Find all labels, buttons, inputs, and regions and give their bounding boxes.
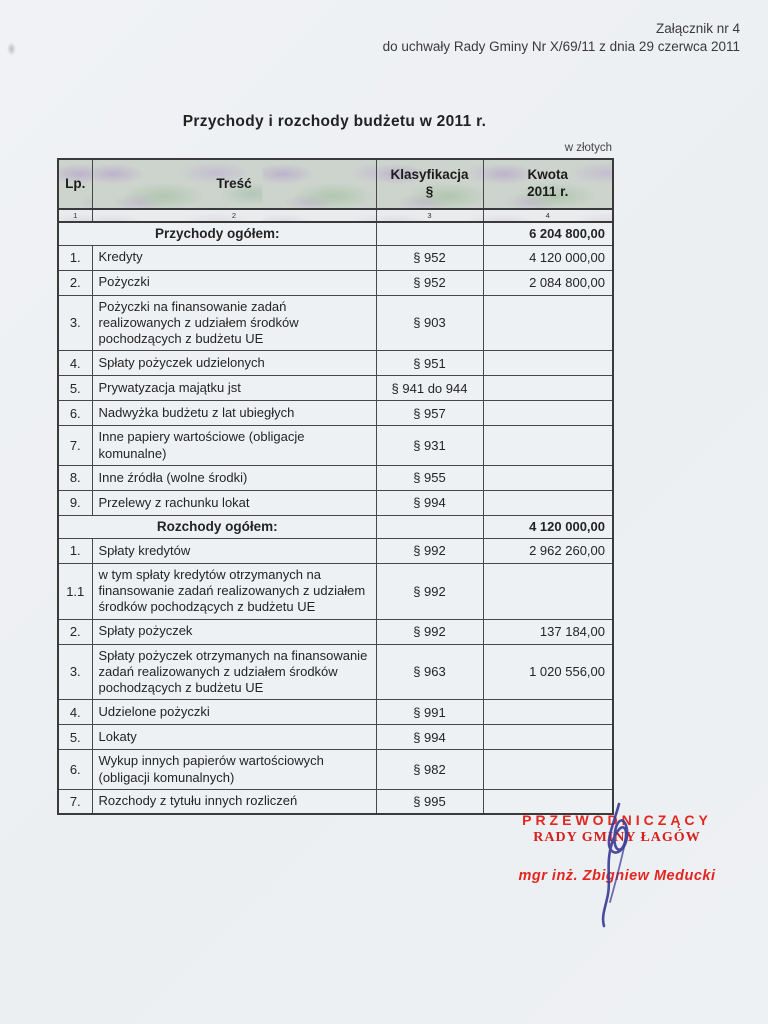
klasyfikacja-cell: § 952	[376, 245, 483, 270]
tresc-cell: Spłaty kredytów	[92, 538, 376, 563]
kwota-cell: 4 120 000,00	[483, 515, 613, 538]
lp-cell: 4.	[58, 700, 92, 725]
lp-cell: 1.	[58, 245, 92, 270]
kwota-cell	[483, 725, 613, 750]
tresc-cell: Wykup innych papierów wartościowych (obligacji komunalnych)	[92, 750, 376, 790]
klasyfikacja-cell	[376, 515, 483, 538]
stamp-title: PRZEWODNICZĄCY	[522, 812, 712, 828]
kwota-cell: 2 084 800,00	[483, 270, 613, 295]
lp-cell: 6.	[58, 401, 92, 426]
header-kwota-line1: Kwota	[527, 167, 568, 183]
budget-table	[57, 158, 614, 815]
kwota-cell	[483, 351, 613, 376]
lp-cell: 2.	[58, 270, 92, 295]
header-klasyfikacja	[376, 159, 483, 209]
scan-artifact	[7, 42, 16, 56]
kwota-cell: 137 184,00	[483, 619, 613, 644]
table-row	[58, 644, 613, 700]
attachment-note	[383, 20, 740, 56]
table-row	[58, 376, 613, 401]
lp-cell: 7.	[58, 426, 92, 466]
header-lp: Lp.	[58, 159, 92, 209]
kwota-cell	[483, 426, 613, 466]
table-row	[58, 465, 613, 490]
klasyfikacja-cell: § 955	[376, 465, 483, 490]
table-row	[58, 295, 613, 351]
page-title: Przychody i rozchody budżetu w 2011 r.	[182, 113, 487, 130]
section-label: Przychody ogółem:	[58, 222, 376, 245]
tresc-cell: Udzielone pożyczki	[92, 700, 376, 725]
lp-cell: 4.	[58, 351, 92, 376]
lp-cell: 5.	[58, 725, 92, 750]
header-kwota	[483, 159, 613, 209]
kwota-cell	[483, 376, 613, 401]
lp-cell: 1.	[58, 538, 92, 563]
kwota-cell: 2 962 260,00	[483, 538, 613, 563]
header-tresc: Treść	[92, 159, 376, 209]
column-number: 4	[483, 209, 613, 222]
klasyfikacja-cell: § 931	[376, 426, 483, 466]
tresc-cell: Pożyczki	[92, 270, 376, 295]
table-row	[58, 426, 613, 466]
lp-cell: 8.	[58, 465, 92, 490]
lp-cell: 9.	[58, 490, 92, 515]
tresc-cell: Pożyczki na finansowanie zadań realizowanych z udziałem środków pochodzących z budżetu UE	[92, 295, 376, 351]
table-row	[58, 563, 613, 619]
tresc-cell: Spłaty pożyczek udzielonych	[92, 351, 376, 376]
kwota-cell	[483, 295, 613, 351]
klasyfikacja-cell: § 903	[376, 295, 483, 351]
klasyfikacja-cell: § 951	[376, 351, 483, 376]
stamp-org: RADY GMINY ŁAGÓW	[533, 830, 701, 845]
kwota-cell: 1 020 556,00	[483, 644, 613, 700]
section-row	[58, 222, 613, 245]
header-kwota-line2: 2011 r.	[527, 184, 569, 199]
klasyfikacja-cell: § 995	[376, 789, 483, 814]
lp-cell: 1.1	[58, 563, 92, 619]
kwota-cell	[483, 490, 613, 515]
klasyfikacja-cell: § 994	[376, 490, 483, 515]
lp-cell: 3.	[58, 295, 92, 351]
kwota-cell	[483, 700, 613, 725]
klasyfikacja-cell: § 941 do 944	[376, 376, 483, 401]
klasyfikacja-cell: § 957	[376, 401, 483, 426]
tresc-cell: Kredyty	[92, 245, 376, 270]
tresc-cell: Spłaty pożyczek	[92, 619, 376, 644]
klasyfikacja-cell: § 992	[376, 538, 483, 563]
table-row	[58, 245, 613, 270]
tresc-cell: Lokaty	[92, 725, 376, 750]
attachment-line2: do uchwały Rady Gminy Nr X/69/11 z dnia 29 czerwca 2011	[382, 39, 740, 55]
klasyfikacja-cell: § 994	[376, 725, 483, 750]
tresc-cell: Nadwyżka budżetu z lat ubiegłych	[92, 401, 376, 426]
table-row	[58, 270, 613, 295]
lp-cell: 2.	[58, 619, 92, 644]
tresc-cell: Spłaty pożyczek otrzymanych na finansowanie zadań realizowanych z udziałem środków pochodzących z budżetu UE	[92, 644, 376, 700]
attachment-line1: Załącznik nr 4	[655, 21, 740, 36]
kwota-cell	[483, 563, 613, 619]
column-number: 2	[92, 209, 376, 222]
klasyfikacja-cell: § 991	[376, 700, 483, 725]
kwota-cell	[483, 750, 613, 790]
table-row	[58, 401, 613, 426]
column-number: 1	[58, 209, 92, 222]
table-header-row	[58, 159, 613, 209]
kwota-cell	[483, 465, 613, 490]
section-label: Rozchody ogółem:	[58, 515, 376, 538]
currency-note: w złotych	[564, 142, 612, 154]
header-klasyfikacja-line1: Klasyfikacja	[390, 167, 469, 183]
table-row	[58, 351, 613, 376]
table-row	[58, 700, 613, 725]
klasyfikacja-cell: § 992	[376, 619, 483, 644]
table-row	[58, 538, 613, 563]
tresc-cell: w tym spłaty kredytów otrzymanych na finansowanie zadań realizowanych z udziałem środków pochodzących z budżetu UE	[92, 563, 376, 619]
lp-cell: 7.	[58, 789, 92, 814]
stamp-name: mgr inż. Zbigniew Meducki	[518, 868, 716, 884]
tresc-cell: Przelewy z rachunku lokat	[92, 490, 376, 515]
table-row	[58, 789, 613, 814]
klasyfikacja-cell: § 952	[376, 270, 483, 295]
klasyfikacja-cell	[376, 222, 483, 245]
lp-cell: 6.	[58, 750, 92, 790]
table-row	[58, 750, 613, 790]
header-klasyfikacja-line2: §	[425, 184, 434, 199]
klasyfikacja-cell: § 982	[376, 750, 483, 790]
tresc-cell: Prywatyzacja majątku jst	[92, 376, 376, 401]
table-row	[58, 725, 613, 750]
kwota-cell: 4 120 000,00	[483, 245, 613, 270]
lp-cell: 5.	[58, 376, 92, 401]
kwota-cell: 6 204 800,00	[483, 222, 613, 245]
table-row	[58, 619, 613, 644]
tresc-cell: Inne źródła (wolne środki)	[92, 465, 376, 490]
column-number-row	[58, 209, 613, 222]
handwritten-signature	[575, 798, 665, 933]
table-row	[58, 490, 613, 515]
column-number: 3	[376, 209, 483, 222]
tresc-cell: Rozchody z tytułu innych rozliczeń	[92, 789, 376, 814]
klasyfikacja-cell: § 992	[376, 563, 483, 619]
kwota-cell	[483, 401, 613, 426]
lp-cell: 3.	[58, 644, 92, 700]
section-row	[58, 515, 613, 538]
klasyfikacja-cell: § 963	[376, 644, 483, 700]
tresc-cell: Inne papiery wartościowe (obligacje komunalne)	[92, 426, 376, 466]
